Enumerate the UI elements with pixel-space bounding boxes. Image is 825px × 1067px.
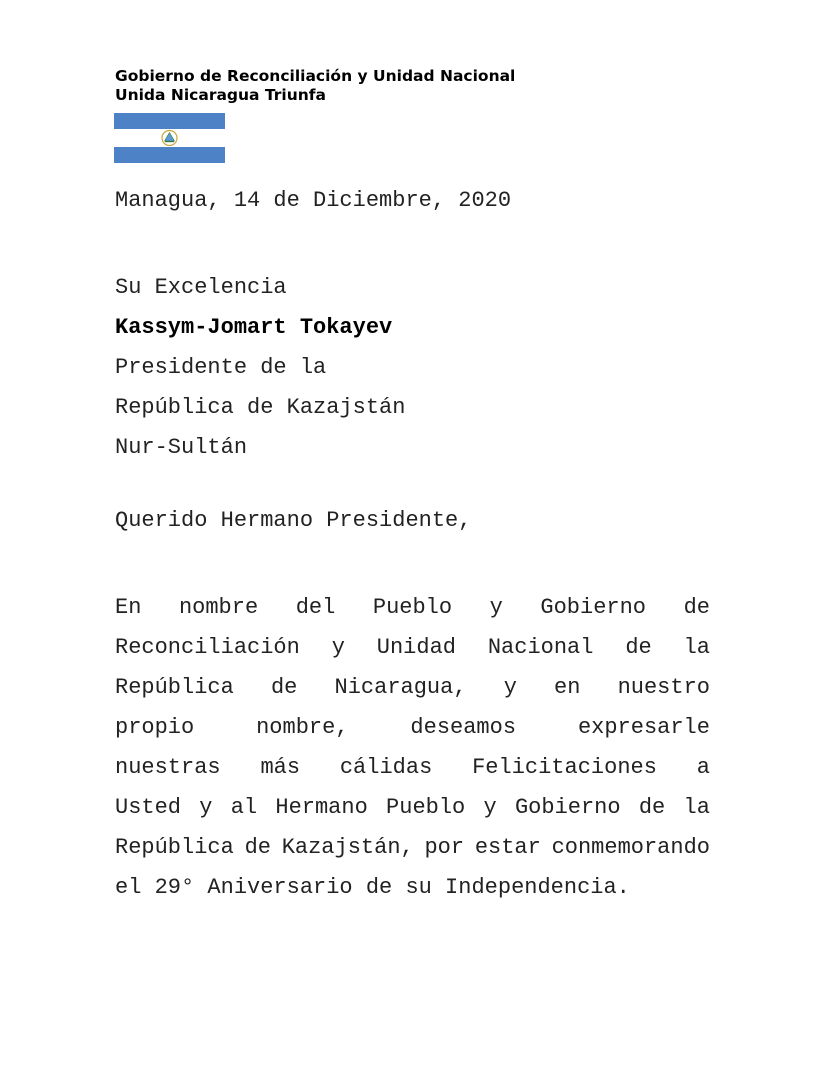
flag-stripe-bottom: [114, 147, 225, 163]
paragraph-word: Pueblo: [372, 595, 453, 620]
paragraph-word: a: [696, 755, 710, 780]
paragraph-word: de: [683, 595, 710, 620]
paragraph-word: conmemorando: [551, 835, 710, 860]
paragraph-word: Felicitaciones: [472, 755, 657, 780]
paragraph-word: de: [625, 635, 652, 660]
paragraph-word: más: [260, 755, 301, 780]
paragraph-word: Gobierno: [540, 595, 647, 620]
paragraph-word: nombre: [178, 595, 259, 620]
paragraph-word: nuestro: [617, 675, 710, 700]
paragraph-word: En: [115, 595, 142, 620]
letter-salutation: Querido Hermano Presidente,: [115, 508, 472, 533]
paragraph-word: al: [230, 795, 258, 820]
paragraph-line: [115, 708, 710, 748]
recipient-city: Nur-Sultán: [115, 435, 248, 460]
paragraph-word: de: [638, 795, 666, 820]
government-name: Gobierno de Reconciliación y Unidad Nacional: [115, 67, 516, 85]
recipient-title-1: Presidente de la: [115, 355, 327, 380]
paragraph-word: estar: [474, 835, 541, 860]
paragraph-word: deseamos: [410, 715, 517, 740]
paragraph-line: [115, 788, 710, 828]
flag-stripe-top: [114, 113, 225, 129]
letter-date: Managua, 14 de Diciembre, 2020: [115, 188, 512, 213]
paragraph-word: Kazajstán,: [281, 835, 414, 860]
government-slogan: Unida Nicaragua Triunfa: [115, 86, 327, 104]
paragraph-word: en: [554, 675, 581, 700]
paragraph-word: el 29° Aniversario de su Independencia.: [115, 875, 630, 900]
paragraph-line: [115, 748, 710, 788]
paragraph-word: Unidad: [376, 635, 456, 660]
paragraph-word: Hermano: [275, 795, 368, 820]
letter-body-paragraph: [115, 588, 710, 908]
paragraph-word: y: [503, 675, 517, 700]
letterhead: [115, 67, 515, 105]
paragraph-word: cálidas: [339, 755, 433, 780]
paragraph-line: [115, 828, 710, 868]
paragraph-word: la: [683, 635, 710, 660]
recipient-greeting: Su Excelencia: [115, 275, 287, 300]
paragraph-word: Pueblo: [386, 795, 466, 820]
paragraph-word: Nicaragua,: [334, 675, 467, 700]
paragraph-word: nombre,: [256, 715, 349, 740]
paragraph-line: [115, 588, 710, 628]
paragraph-word: Gobierno: [514, 795, 621, 820]
paragraph-word: y: [199, 795, 213, 820]
paragraph-word: Usted: [115, 795, 182, 820]
paragraph-word: y: [489, 595, 503, 620]
paragraph-line: [115, 868, 710, 908]
coat-of-arms-icon: [159, 129, 180, 147]
paragraph-word: República: [115, 675, 234, 700]
paragraph-word: nuestras: [115, 755, 221, 780]
recipient-title-2: República de Kazajstán: [115, 395, 406, 420]
paragraph-word: Reconciliación: [115, 635, 300, 660]
recipient-name: Kassym-Jomart Tokayev: [115, 315, 393, 340]
paragraph-word: de: [270, 675, 298, 700]
paragraph-word: República: [115, 835, 234, 860]
recipient-block: [115, 268, 405, 468]
paragraph-word: de: [244, 835, 271, 860]
paragraph-word: y: [483, 795, 497, 820]
paragraph-line: [115, 668, 710, 708]
paragraph-word: expresarle: [577, 715, 710, 740]
paragraph-word: y: [331, 635, 345, 660]
paragraph-word: la: [683, 795, 710, 820]
paragraph-word: del: [295, 595, 336, 620]
paragraph-word: propio: [115, 715, 195, 740]
paragraph-line: [115, 628, 710, 668]
paragraph-word: por: [424, 835, 465, 860]
nicaragua-flag-icon: [114, 113, 225, 163]
paragraph-word: Nacional: [487, 635, 594, 660]
